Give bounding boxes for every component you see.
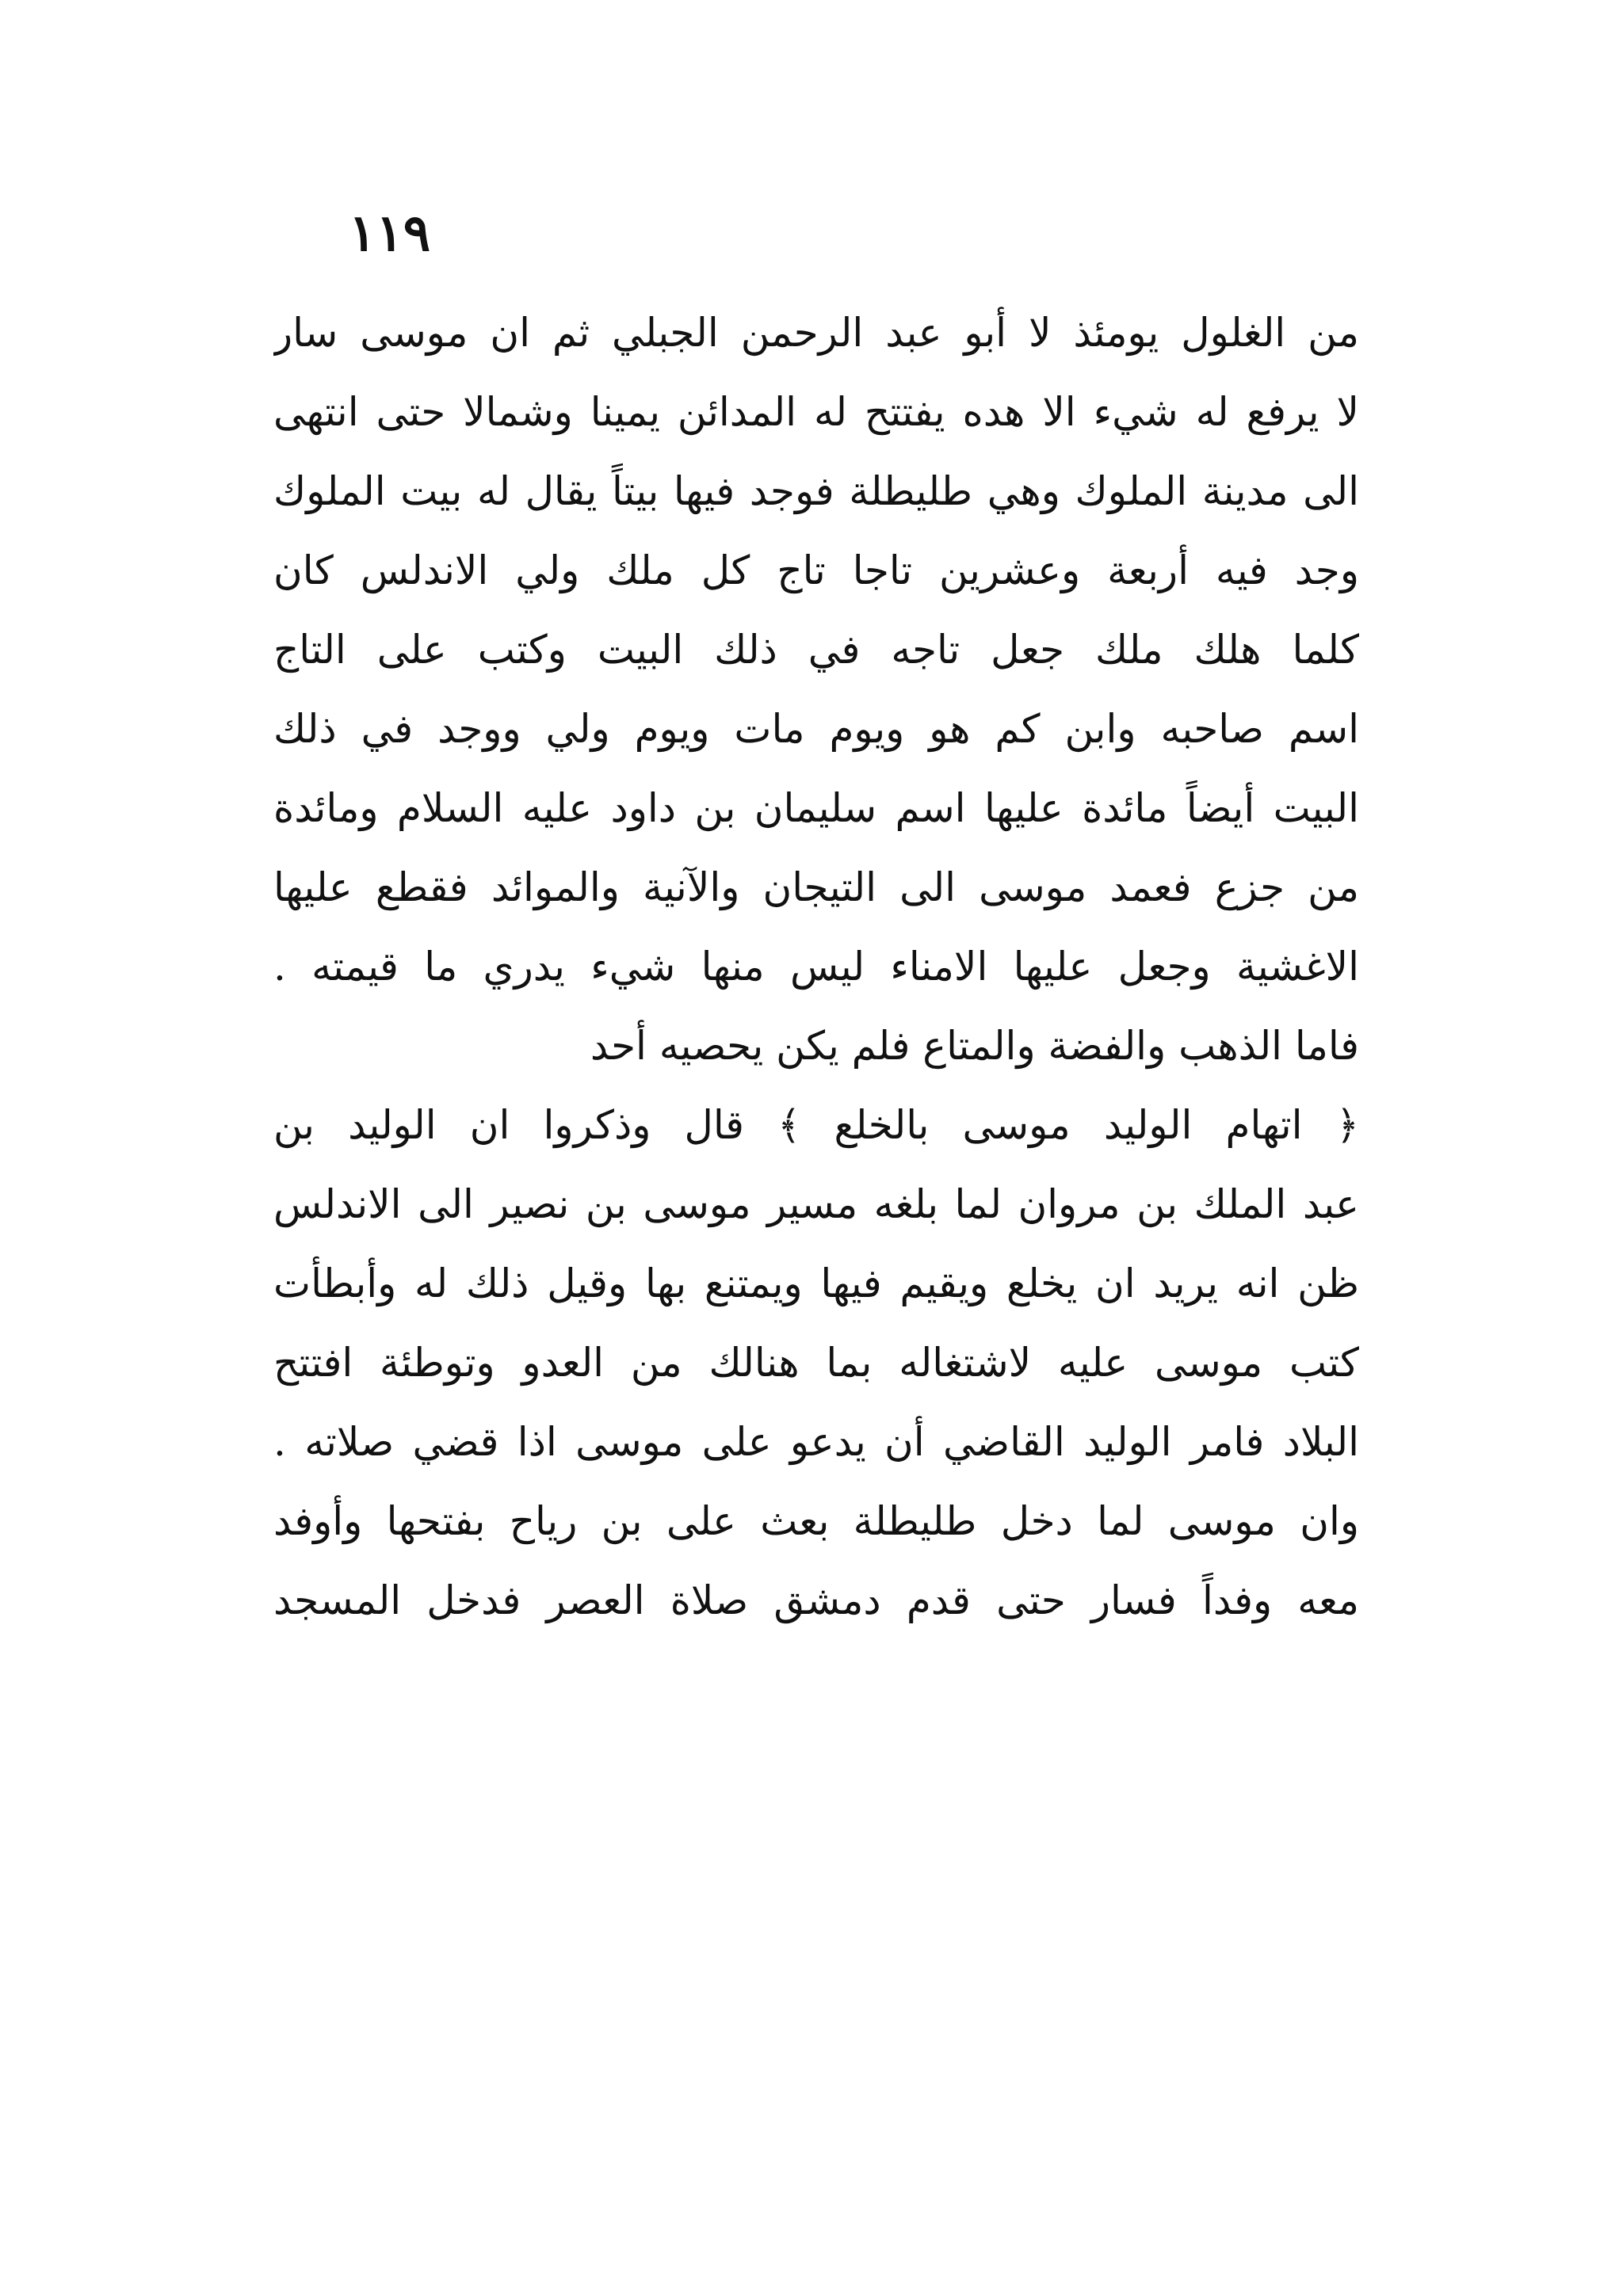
text-line-5: كلما هلك ملك جعل تاجه في ذلك البيت وكتب على التاج [273, 627, 1359, 673]
text-line-16: وان موسى لما دخل طليطلة بعث على بن رياح بفتحها وأوفد [273, 1498, 1359, 1544]
text-line-3: الى مدينة الملوك وهي طليطلة فوجد فيها بيتاً يقال له بيت الملوك [273, 468, 1359, 514]
text-line-13: ظن انه يريد ان يخلع ويقيم فيها ويمتنع بها وقيل ذلك له وأبطأت [273, 1261, 1359, 1306]
text-line-8: من جزع فعمد موسى الى التيجان والآنية والموائد فقطع عليها [273, 864, 1359, 910]
text-line-1: من الغلول يومئذ لا أبو عبد الرحمن الجبلي ثم ان موسى سار [273, 310, 1359, 356]
text-line-4: وجد فيه أربعة وعشرين تاجا تاج كل ملك ولي الاندلس كان [273, 547, 1359, 593]
text-line-17: معه وفداً فسار حتى قدم دمشق صلاة العصر فدخل المسجد [273, 1577, 1359, 1623]
body-text [273, 293, 1359, 2115]
text-line-7: البيت أيضاً مائدة عليها اسم سليمان بن داود عليه السلام ومائدة [273, 785, 1359, 831]
page-number: ١١٩ [349, 204, 431, 263]
text-line-9: الاغشية وجعل عليها الامناء ليس منها شيء يدري ما قيمته . [273, 944, 1359, 990]
section-heading-line: ﴿ اتهام الوليد موسى بالخلع ﴾ قال وذكروا ان الوليد بن [273, 1102, 1359, 1148]
text-line-14: كتب موسى عليه لاشتغاله بما هنالك من العدو وتوطئة افتتح [273, 1340, 1359, 1386]
text-line-6: اسم صاحبه وابن كم هو ويوم مات ويوم ولي ووجد في ذلك [273, 706, 1359, 752]
text-line-12: عبد الملك بن مروان لما بلغه مسير موسى بن نصير الى الاندلس [273, 1181, 1359, 1227]
text-line-10: فاما الذهب والفضة والمتاع فلم يكن يحصيه أحد [590, 1023, 1359, 1069]
text-line-2: لا يرفع له شيء الا هده يفتتح له المدائن يمينا وشمالا حتى انتهى [273, 389, 1359, 435]
text-line-15: البلاد فامر الوليد القاضي أن يدعو على موسى اذا قضي صلاته . [273, 1419, 1359, 1465]
